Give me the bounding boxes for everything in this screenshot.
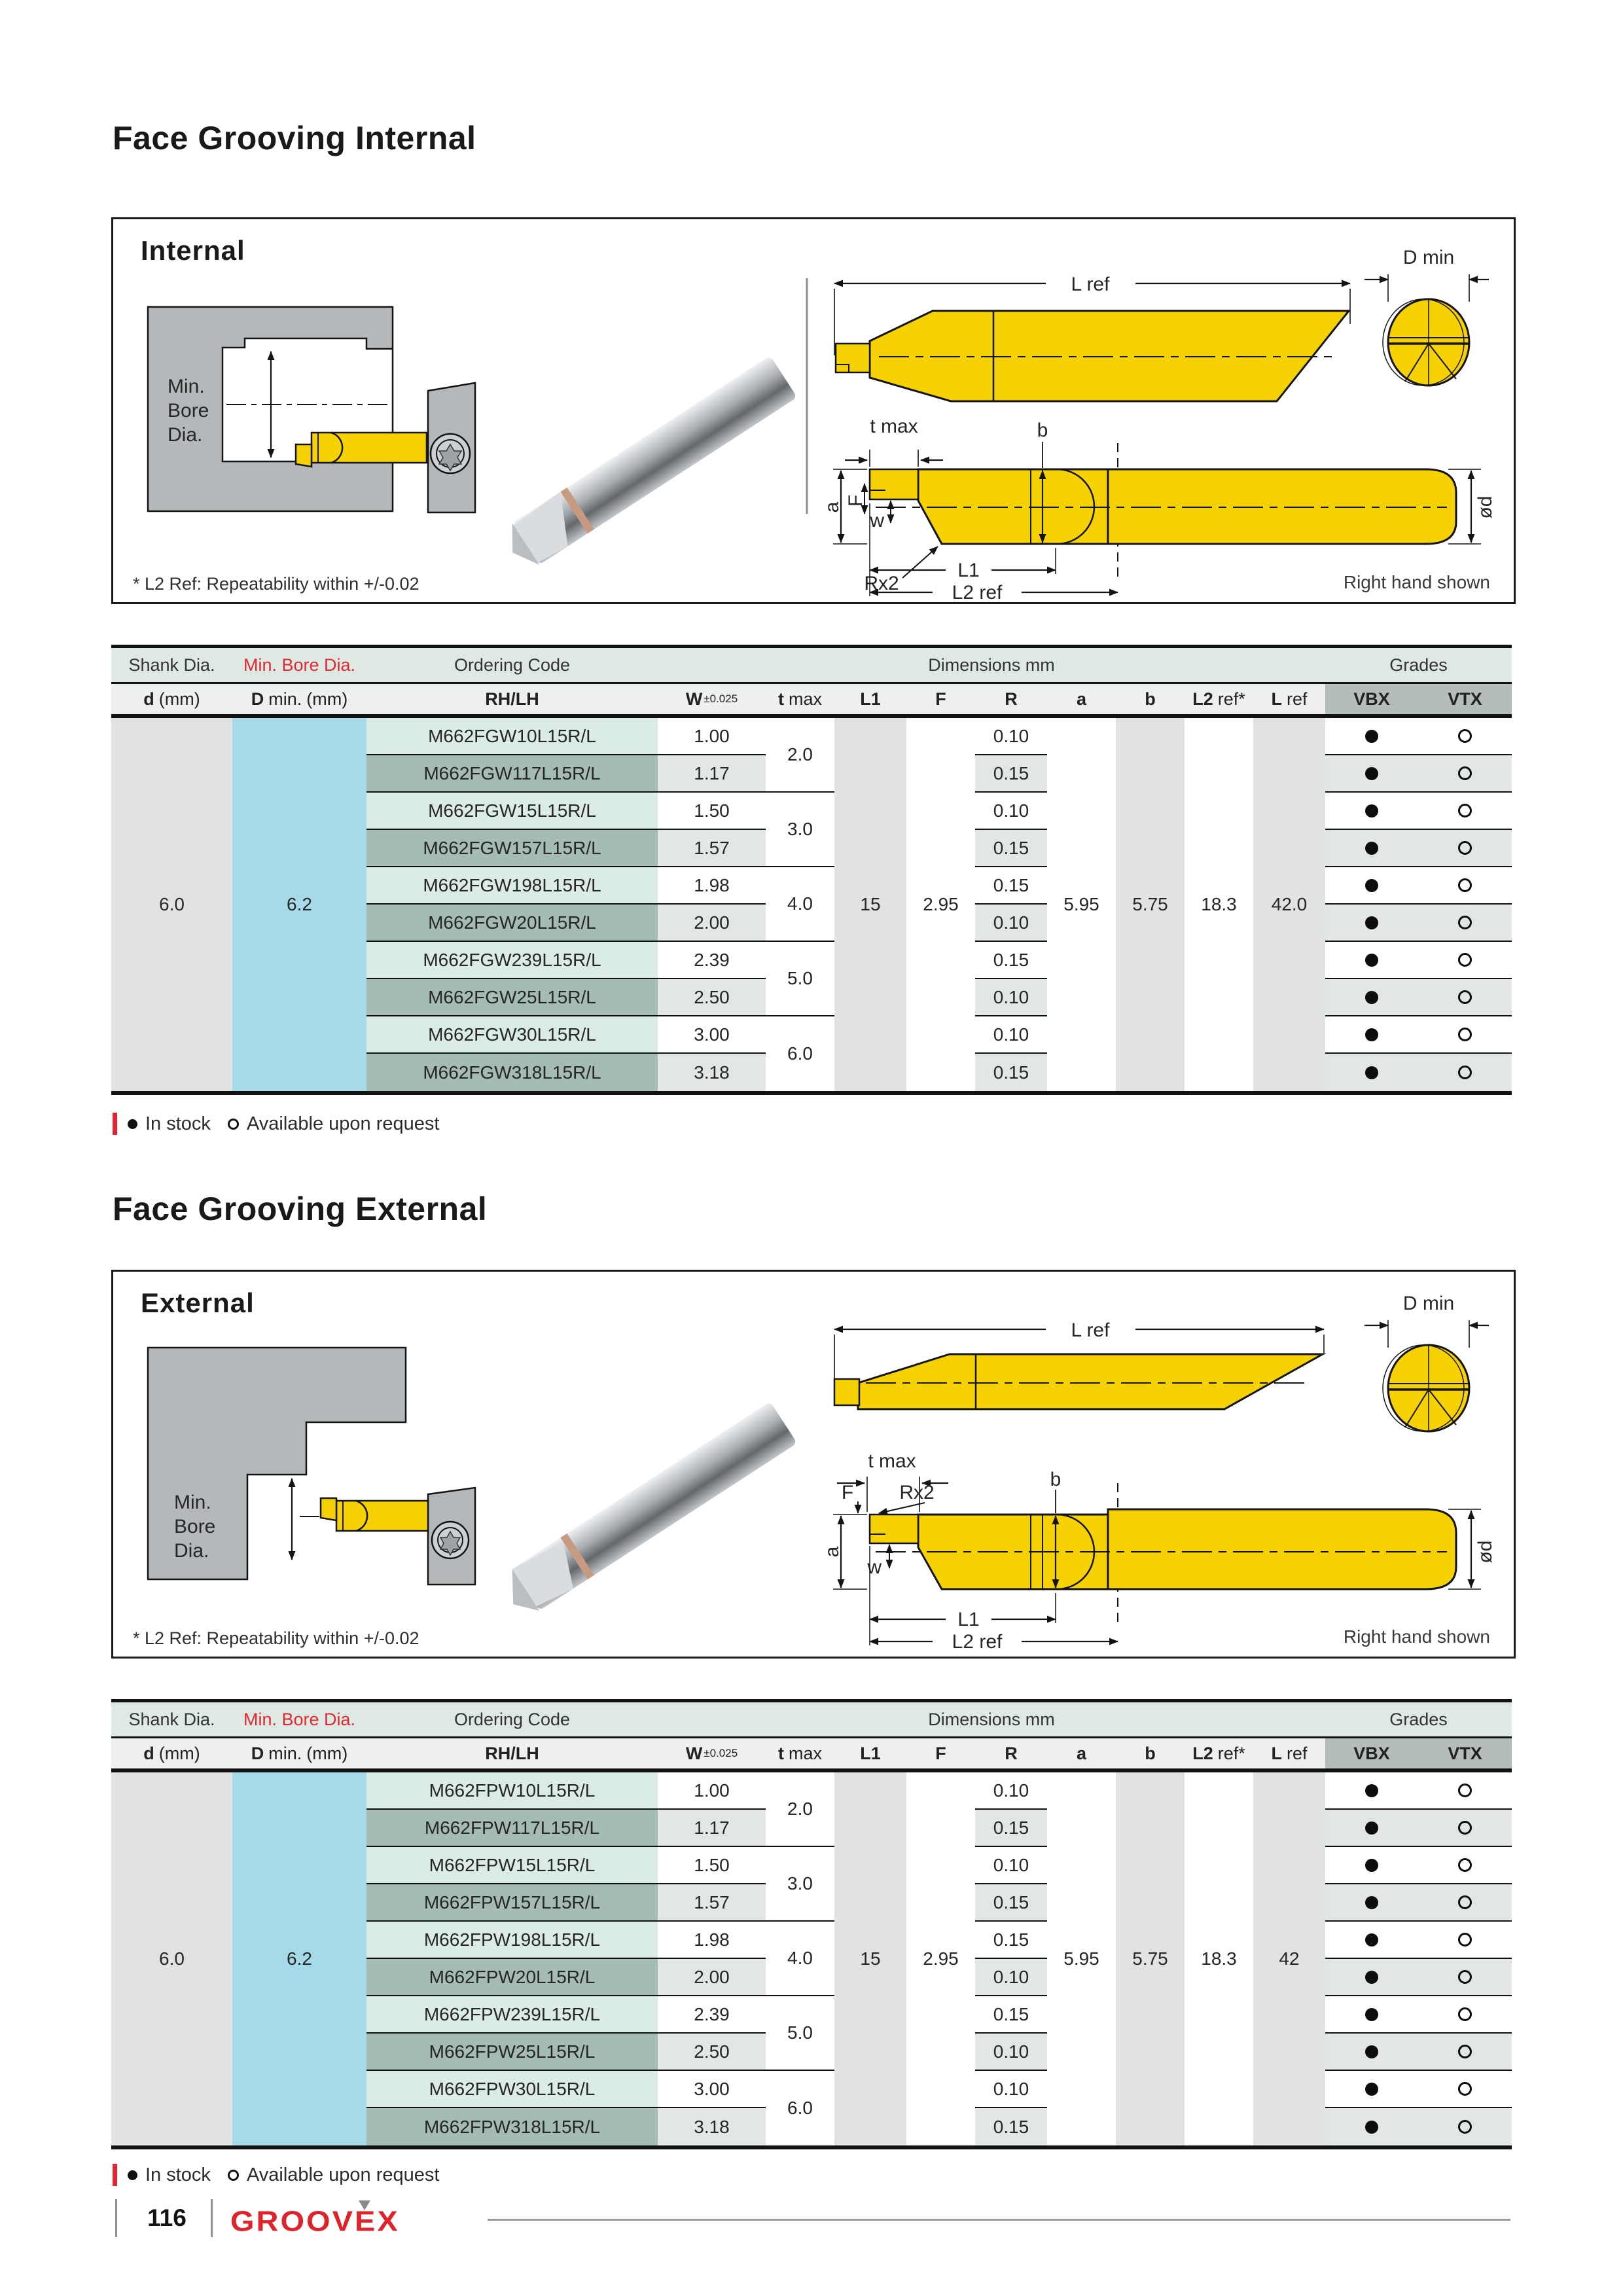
- insert-tip: [836, 344, 870, 372]
- ordering-code: M662FGW157L15R/L: [366, 830, 658, 867]
- page-number: 116: [147, 2204, 187, 2231]
- col-dimensions: Dimensions mm: [928, 655, 1055, 675]
- grades-cell: [1325, 2108, 1512, 2145]
- ordering-code: M662FGW15L15R/L: [366, 793, 658, 830]
- internal-table: [111, 645, 1512, 1095]
- grades-cell: [1325, 1847, 1512, 1884]
- in-stock-dot: [1365, 916, 1378, 929]
- col-ordering-code: Ordering Code: [454, 655, 571, 675]
- f-label: F: [841, 1482, 854, 1503]
- t-max-cell: 5.0: [766, 1996, 834, 2071]
- l2-ref-label: L2 ref: [952, 1631, 1003, 1653]
- table-row: M662FPW25L15R/L 2.50 0.10: [111, 2034, 1512, 2071]
- insert-tip: [834, 1379, 859, 1405]
- od-label: ød: [1474, 1540, 1496, 1564]
- table-header-columns: [111, 1738, 1512, 1772]
- od-label: ød: [1474, 495, 1496, 519]
- available-dot: [1458, 1066, 1472, 1079]
- grades-cell: [1325, 1959, 1512, 1996]
- f-cell: 2.95: [923, 894, 959, 914]
- table-row: M662FPW318L15R/L 3.18 0.15: [111, 2108, 1512, 2145]
- legend-red-bar-icon: [113, 1113, 117, 1135]
- grades-cell: [1325, 867, 1512, 905]
- col-r: R: [1005, 1743, 1018, 1763]
- ordering-code: M662FPW318L15R/L: [366, 2108, 658, 2145]
- a-cell: 5.95: [1063, 1948, 1099, 1969]
- col-grades: Grades: [1389, 1709, 1448, 1729]
- ordering-code: M662FPW239L15R/L: [366, 1996, 658, 2034]
- col-grades: Grades: [1389, 655, 1448, 675]
- external-cross-section-drawing: [143, 1344, 476, 1586]
- col-shank-dia: Shank Dia.: [128, 1709, 215, 1729]
- col-l-ref: L ref: [1271, 689, 1308, 709]
- panel-label: External: [141, 1287, 255, 1318]
- col-r: R: [1005, 689, 1018, 709]
- in-stock-label: In stock: [145, 1113, 211, 1134]
- available-dot: [1458, 2120, 1472, 2134]
- available-dot: [1458, 1028, 1472, 1041]
- in-stock-dot-icon: [128, 1119, 137, 1129]
- table-row: M662FGW157L15R/L 1.57 0.15: [111, 830, 1512, 867]
- min-bore-label: Min.: [168, 376, 205, 397]
- in-stock-dot: [1365, 1028, 1378, 1041]
- insert-tip: [870, 469, 918, 499]
- grades-cell: [1325, 942, 1512, 979]
- table-header-groups: [111, 645, 1512, 684]
- col-ordering-code: Ordering Code: [454, 1709, 571, 1729]
- grades-cell: [1325, 1996, 1512, 2034]
- l-ref-label: L ref: [1071, 274, 1110, 295]
- ordering-code: M662FGW20L15R/L: [366, 905, 658, 942]
- ordering-code: M662FPW198L15R/L: [366, 1922, 658, 1959]
- t-max-cell: 5.0: [766, 942, 834, 1016]
- col-shank-dia: Shank Dia.: [128, 655, 215, 675]
- insert-tip: [296, 444, 312, 467]
- internal-cross-section-drawing: [143, 304, 476, 520]
- col-a: a: [1076, 689, 1087, 709]
- available-dot-icon: [228, 2170, 239, 2181]
- rx2-label: Rx2: [864, 573, 899, 594]
- col-t-max: t max: [777, 689, 822, 709]
- t-max-cell: 2.0: [766, 1772, 834, 1847]
- grades-cell: [1325, 755, 1512, 793]
- external-top-view-drawing: [827, 1291, 1494, 1455]
- ordering-code: M662FGW25L15R/L: [366, 979, 658, 1016]
- table-row: M662FGW15L15R/L 1.50 0.10: [111, 793, 1512, 830]
- grades-cell: [1325, 830, 1512, 867]
- footer-rule: [488, 2219, 1510, 2221]
- in-stock-dot: [1365, 1784, 1378, 1797]
- in-stock-dot: [1365, 954, 1378, 967]
- table-row: M662FPW10L15R/L 1.00 0.10: [111, 1772, 1512, 1810]
- table-row: M662FGW117L15R/L 1.17 0.15: [111, 755, 1512, 793]
- min-bore-label: Min.: [174, 1492, 211, 1513]
- min-bore-cell: 6.2: [232, 1772, 366, 2145]
- col-t-max: t max: [777, 1743, 822, 1763]
- ordering-code: M662FPW30L15R/L: [366, 2071, 658, 2108]
- ordering-code: M662FGW239L15R/L: [366, 942, 658, 979]
- ordering-code: M662FGW117L15R/L: [366, 755, 658, 793]
- l1-label: L1: [957, 560, 980, 581]
- in-stock-dot: [1365, 879, 1378, 892]
- b-label: b: [1037, 420, 1048, 441]
- l1-label: L1: [957, 1609, 980, 1630]
- f-label: F: [845, 494, 866, 507]
- external-profile-drawing: [821, 1450, 1496, 1653]
- table-row: M662FGW20L15R/L 2.00 0.10: [111, 905, 1512, 942]
- table-row: M662FPW157L15R/L 1.57 0.15: [111, 1884, 1512, 1922]
- col-w: W ±0.025: [685, 1743, 738, 1763]
- table-row: M662FPW117L15R/L 1.17 0.15: [111, 1810, 1512, 1847]
- col-dmin-mm: D min. (mm): [251, 1743, 348, 1763]
- col-l1: L1: [860, 1743, 881, 1763]
- external-diagram-panel: [111, 1270, 1516, 1659]
- l-ref-label: L ref: [1071, 1319, 1110, 1341]
- internal-diagram-panel: [111, 217, 1516, 604]
- d-min-label: D min: [1402, 247, 1455, 268]
- l1-cell: 15: [834, 718, 906, 1091]
- l2-ref-footnote: * L2 Ref: Repeatability within +/-0.02: [133, 574, 419, 594]
- ordering-code: M662FPW117L15R/L: [366, 1810, 658, 1847]
- table-header-columns: [111, 684, 1512, 718]
- col-vbx: VBX: [1325, 684, 1418, 714]
- in-stock-dot: [1365, 1971, 1378, 1984]
- grades-cell: [1325, 1922, 1512, 1959]
- available-dot: [1458, 878, 1472, 892]
- l2-ref-cell: 18.3: [1201, 1948, 1237, 1969]
- table-row: M662FPW30L15R/L 3.00 0.10: [111, 2071, 1512, 2108]
- page-title-external: Face Grooving External: [113, 1191, 488, 1227]
- ordering-code: M662FGW30L15R/L: [366, 1016, 658, 1054]
- available-dot: [1458, 916, 1472, 929]
- grades-cell: [1325, 1772, 1512, 1810]
- t-max-label: t max: [868, 1450, 916, 1472]
- available-dot: [1458, 841, 1472, 855]
- table-row: M662FGW10L15R/L 1.00 0.10: [111, 718, 1512, 755]
- in-stock-dot: [1365, 991, 1378, 1004]
- available-dot: [1458, 990, 1472, 1004]
- l2-ref-label: L2 ref: [952, 582, 1003, 603]
- ordering-code: M662FGW318L15R/L: [366, 1054, 658, 1091]
- table-row: M662FPW198L15R/L 1.98 0.15: [111, 1922, 1512, 1959]
- min-bore-cell: 6.2: [232, 718, 366, 1091]
- ordering-code: M662FPW15L15R/L: [366, 1847, 658, 1884]
- col-b: b: [1145, 1743, 1156, 1763]
- svg-text:Dia.: Dia.: [168, 424, 203, 446]
- b-label: b: [1050, 1469, 1061, 1490]
- page-title-internal: Face Grooving Internal: [113, 120, 476, 156]
- in-stock-dot: [1365, 730, 1378, 743]
- external-tool-photo: [480, 1304, 846, 1632]
- t-max-cell: 6.0: [787, 2098, 813, 2118]
- legend-red-bar-icon: [113, 2164, 117, 2186]
- table-row: M662FGW318L15R/L 3.18 0.15: [111, 1054, 1512, 1091]
- available-dot: [1458, 953, 1472, 967]
- col-w: W ±0.025: [685, 689, 738, 709]
- a-label: a: [821, 501, 843, 513]
- rx2-label: Rx2: [899, 1482, 935, 1503]
- available-dot: [1458, 1895, 1472, 1909]
- insert-shape: [312, 433, 427, 463]
- in-stock-dot: [1365, 1933, 1378, 1946]
- col-vtx: VTX: [1418, 684, 1512, 714]
- insert-shape: [336, 1501, 428, 1531]
- internal-profile-drawing: [821, 409, 1496, 603]
- t-max-cell: 4.0: [766, 1922, 834, 1996]
- available-dot: [1458, 1970, 1472, 1984]
- hand-note: Right hand shown: [1343, 1626, 1490, 1647]
- in-stock-dot: [1365, 2083, 1378, 2096]
- table-row: M662FPW239L15R/L 2.39 0.15: [111, 1996, 1512, 2034]
- ordering-code: M662FGW10L15R/L: [366, 718, 658, 755]
- ordering-code: M662FPW10L15R/L: [366, 1772, 658, 1810]
- t-max-cell: 6.0: [787, 1043, 813, 1064]
- col-a: a: [1076, 1743, 1087, 1763]
- col-l2-ref: L2 ref*: [1192, 1743, 1245, 1763]
- tool-side-view: [858, 1354, 1323, 1409]
- stock-legend: [113, 1113, 439, 1135]
- col-f: F: [935, 689, 946, 709]
- available-label: Available upon request: [246, 2164, 440, 2185]
- internal-table-body: [111, 718, 1512, 1095]
- ordering-code: M662FPW20L15R/L: [366, 1959, 658, 1996]
- grades-cell: [1325, 2071, 1512, 2108]
- l-ref-cell: 42: [1253, 1772, 1325, 2145]
- table-row: M662FGW30L15R/L 3.00 0.10: [111, 1016, 1512, 1054]
- in-stock-dot: [1365, 1066, 1378, 1079]
- b-cell: 5.75: [1116, 1772, 1185, 2145]
- internal-tool-photo: [480, 259, 846, 586]
- grades-cell: [1325, 2034, 1512, 2071]
- groovex-logo: GROOVEX: [230, 2205, 400, 2237]
- b-cell: 5.75: [1116, 718, 1185, 1091]
- external-table-body: [111, 1772, 1512, 2149]
- shank-dia-cell: 6.0: [111, 718, 232, 1091]
- in-stock-dot: [1365, 804, 1378, 817]
- grades-cell: [1325, 1054, 1512, 1091]
- in-stock-dot: [1365, 767, 1378, 780]
- grades-cell: [1325, 793, 1512, 830]
- col-vbx: VBX: [1325, 1738, 1418, 1768]
- in-stock-dot: [1365, 1821, 1378, 1835]
- shank-dia-cell: 6.0: [111, 1772, 232, 2145]
- l1-cell: 15: [834, 1772, 906, 2145]
- in-stock-dot: [1365, 2045, 1378, 2058]
- tool-shank-photo: [499, 355, 798, 573]
- insert-tip: [870, 1515, 918, 1543]
- available-dot: [1458, 2045, 1472, 2058]
- available-dot: [1458, 729, 1472, 743]
- available-dot: [1458, 2007, 1472, 2021]
- l2-ref-footnote: * L2 Ref: Repeatability within +/-0.02: [133, 1628, 419, 1648]
- col-d-mm: d (mm): [143, 1743, 200, 1763]
- logo-triangle-icon: [359, 2200, 370, 2210]
- t-max-cell: 4.0: [766, 867, 834, 942]
- ordering-code: M662FPW25L15R/L: [366, 2034, 658, 2071]
- in-stock-dot: [1365, 1896, 1378, 1909]
- grades-cell: [1325, 718, 1512, 755]
- w-label: w: [867, 1556, 882, 1578]
- t-max-cell: 3.0: [766, 1847, 834, 1922]
- t-max-label: t max: [870, 416, 918, 437]
- svg-text:Bore: Bore: [174, 1516, 216, 1537]
- table-row: M662FGW239L15R/L 2.39 0.15: [111, 942, 1512, 979]
- available-dot: [1458, 1821, 1472, 1835]
- grades-cell: [1325, 1884, 1512, 1922]
- in-stock-dot-icon: [128, 2170, 137, 2180]
- panel-label: Internal: [141, 235, 245, 266]
- tool-shank: [1108, 1509, 1456, 1589]
- available-dot: [1458, 2082, 1472, 2096]
- available-dot-icon: [228, 1119, 239, 1130]
- col-l2-ref: L2 ref*: [1192, 689, 1245, 709]
- t-max-cell: 2.0: [766, 718, 834, 793]
- table-header-groups: [111, 1699, 1512, 1738]
- col-vtx: VTX: [1418, 1738, 1512, 1768]
- f-cell: 2.95: [923, 1948, 959, 1969]
- table-row: M662FPW15L15R/L 1.50 0.10: [111, 1847, 1512, 1884]
- grades-cell: [1325, 1016, 1512, 1054]
- svg-text:Bore: Bore: [168, 400, 209, 422]
- in-stock-dot: [1365, 1859, 1378, 1872]
- ordering-code: M662FGW198L15R/L: [366, 867, 658, 905]
- insert-tip: [321, 1498, 336, 1520]
- available-dot: [1458, 1858, 1472, 1872]
- available-dot: [1458, 766, 1472, 780]
- col-d-mm: d (mm): [143, 689, 200, 709]
- available-dot: [1458, 1933, 1472, 1946]
- footer-divider: [115, 2199, 117, 2237]
- grades-cell: [1325, 1810, 1512, 1847]
- ordering-code: M662FPW157L15R/L: [366, 1884, 658, 1922]
- col-l-ref: L ref: [1271, 1743, 1308, 1763]
- available-dot: [1458, 1784, 1472, 1797]
- col-min-bore-dia: Min. Bore Dia.: [243, 655, 356, 675]
- a-cell: 5.95: [1063, 894, 1099, 914]
- available-label: Available upon request: [246, 1113, 440, 1134]
- grades-cell: [1325, 979, 1512, 1016]
- in-stock-dot: [1365, 842, 1378, 855]
- col-l1: L1: [860, 689, 881, 709]
- col-rh-lh: RH/LH: [485, 1743, 539, 1763]
- table-row: M662FGW25L15R/L 2.50 0.10: [111, 979, 1512, 1016]
- col-dmin-mm: D min. (mm): [251, 689, 348, 709]
- in-stock-dot: [1365, 2008, 1378, 2021]
- col-min-bore-dia: Min. Bore Dia.: [243, 1709, 356, 1729]
- d-min-label: D min: [1402, 1293, 1455, 1314]
- t-max-cell: 3.0: [766, 793, 834, 867]
- internal-top-view-drawing: [827, 245, 1494, 409]
- l2-ref-cell: 18.3: [1201, 894, 1237, 914]
- a-label: a: [821, 1546, 843, 1558]
- external-table: [111, 1699, 1512, 2149]
- col-dimensions: Dimensions mm: [928, 1709, 1055, 1729]
- grades-cell: [1325, 905, 1512, 942]
- svg-text:Dia.: Dia.: [174, 1540, 209, 1562]
- hand-note: Right hand shown: [1343, 572, 1490, 592]
- footer-divider: [211, 2199, 213, 2237]
- l-ref-cell: 42.0: [1253, 718, 1325, 1091]
- w-label: w: [870, 510, 884, 531]
- col-rh-lh: RH/LH: [485, 689, 539, 709]
- available-dot: [1458, 804, 1472, 817]
- table-row: M662FPW20L15R/L 2.00 0.10: [111, 1959, 1512, 1996]
- in-stock-dot: [1365, 2121, 1378, 2134]
- stock-legend: [113, 2164, 439, 2186]
- col-b: b: [1145, 689, 1156, 709]
- in-stock-label: In stock: [145, 2164, 211, 2185]
- table-row: M662FGW198L15R/L 1.98 0.15: [111, 867, 1512, 905]
- col-f: F: [935, 1743, 946, 1763]
- tool-shank-photo: [497, 1401, 797, 1621]
